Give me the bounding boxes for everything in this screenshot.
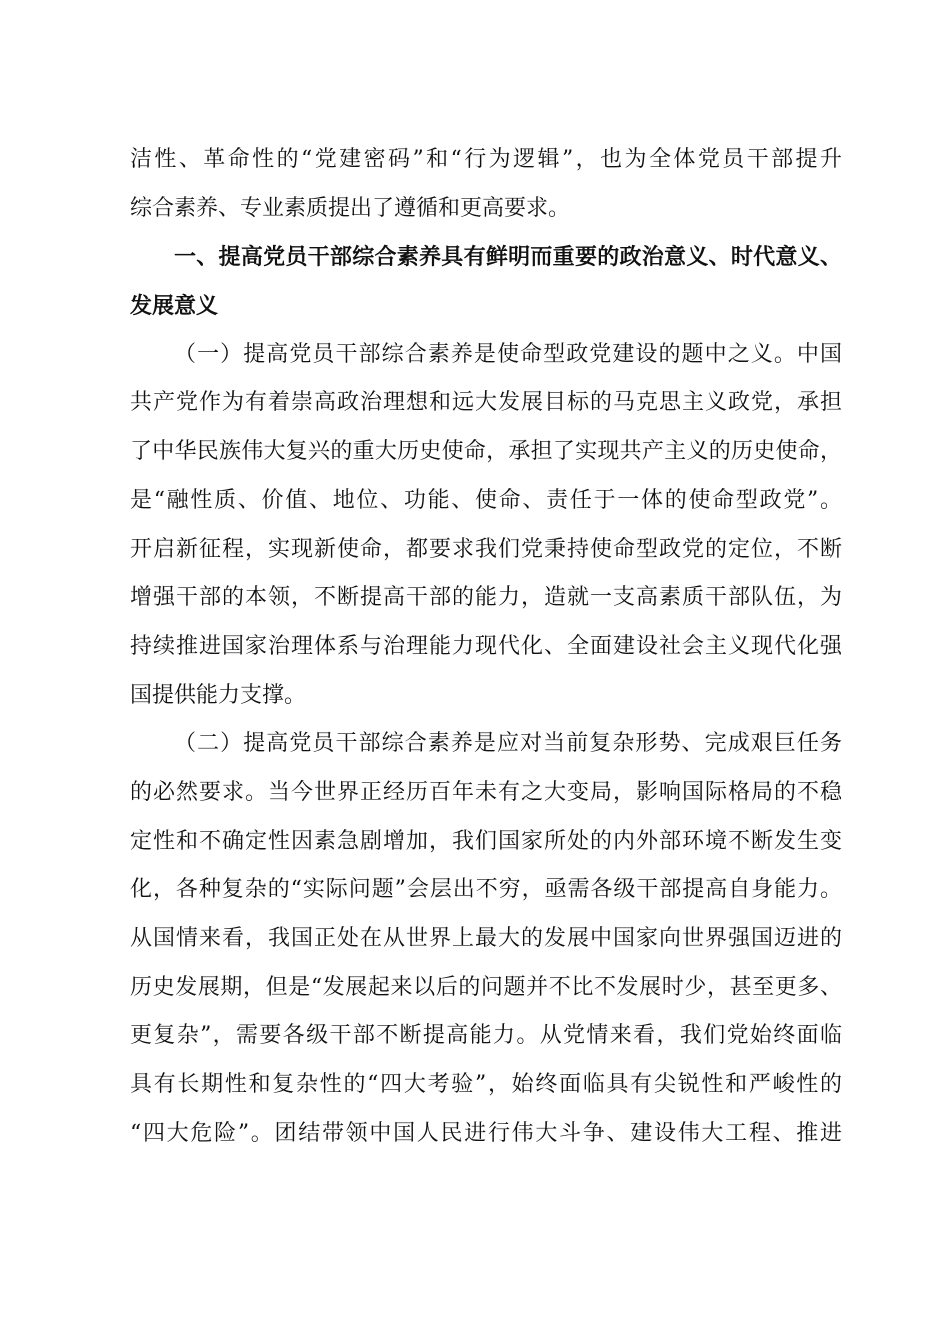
body-text-line: 是“融性质、价值、地位、功能、使命、责任于一体的使命型政党”。 (130, 487, 842, 513)
section-heading: 一、提高党员干部综合素养具有鲜明而重要的政治意义、时代意义、 (174, 244, 842, 271)
body-text-line: “四大危险”。团结带领中国人民进行伟大斗争、建设伟大工程、推进 (130, 1120, 842, 1146)
body-text-line: 历史发展期，但是“发展起来以后的问题并不比不发展时少，甚至更多、 (130, 974, 842, 1000)
subsection-first-line: （一）提高党员干部综合素养是使命型政党建设的题中之义。中国 (174, 341, 842, 367)
body-text-line: 了中华民族伟大复兴的重大历史使命，承担了实现共产主义的历史使命， (130, 439, 842, 465)
body-text-line: 的必然要求。当今世界正经历百年未有之大变局，影响国际格局的不稳 (130, 779, 842, 805)
body-text-line: 开启新征程，实现新使命，都要求我们党秉持使命型政党的定位，不断 (130, 536, 842, 562)
body-text-line: 从国情来看，我国正处在从世界上最大的发展中国家向世界强国迈进的 (130, 926, 842, 951)
body-text-line: 具有长期性和复杂性的“四大考验”，始终面临具有尖锐性和严峻性的 (130, 1072, 842, 1098)
body-text-line: 增强干部的本领，不断提高干部的能力，造就一支高素质干部队伍，为 (130, 585, 842, 611)
body-text-line: 持续推进国家治理体系与治理能力现代化、全面建设社会主义现代化强 (130, 633, 842, 659)
body-text-line: 国提供能力支撑。 (130, 682, 307, 708)
body-text-line: 洁性、革命性的“党建密码”和“行为逻辑”，也为全体党员干部提升 (130, 147, 842, 172)
body-text-line: 化，各种复杂的“实际问题”会层出不穷，亟需各级干部提高自身能力。 (130, 877, 842, 903)
body-text-line: 共产党作为有着崇高政治理想和远大发展目标的马克思主义政党，承担 (130, 390, 842, 416)
subsection-first-line: （二）提高党员干部综合素养是应对当前复杂形势、完成艰巨任务 (174, 731, 842, 757)
body-text-line: 综合素养、专业素质提出了遵循和更高要求。 (130, 195, 571, 221)
body-text-line: 定性和不确定性因素急剧增加，我们国家所处的内外部环境不断发生变 (130, 828, 842, 854)
document-body (130, 136, 842, 1158)
body-text-line: 更复杂”，需要各级干部不断提高能力。从党情来看，我们党始终面临 (130, 1023, 842, 1049)
section-heading: 发展意义 (130, 293, 219, 320)
